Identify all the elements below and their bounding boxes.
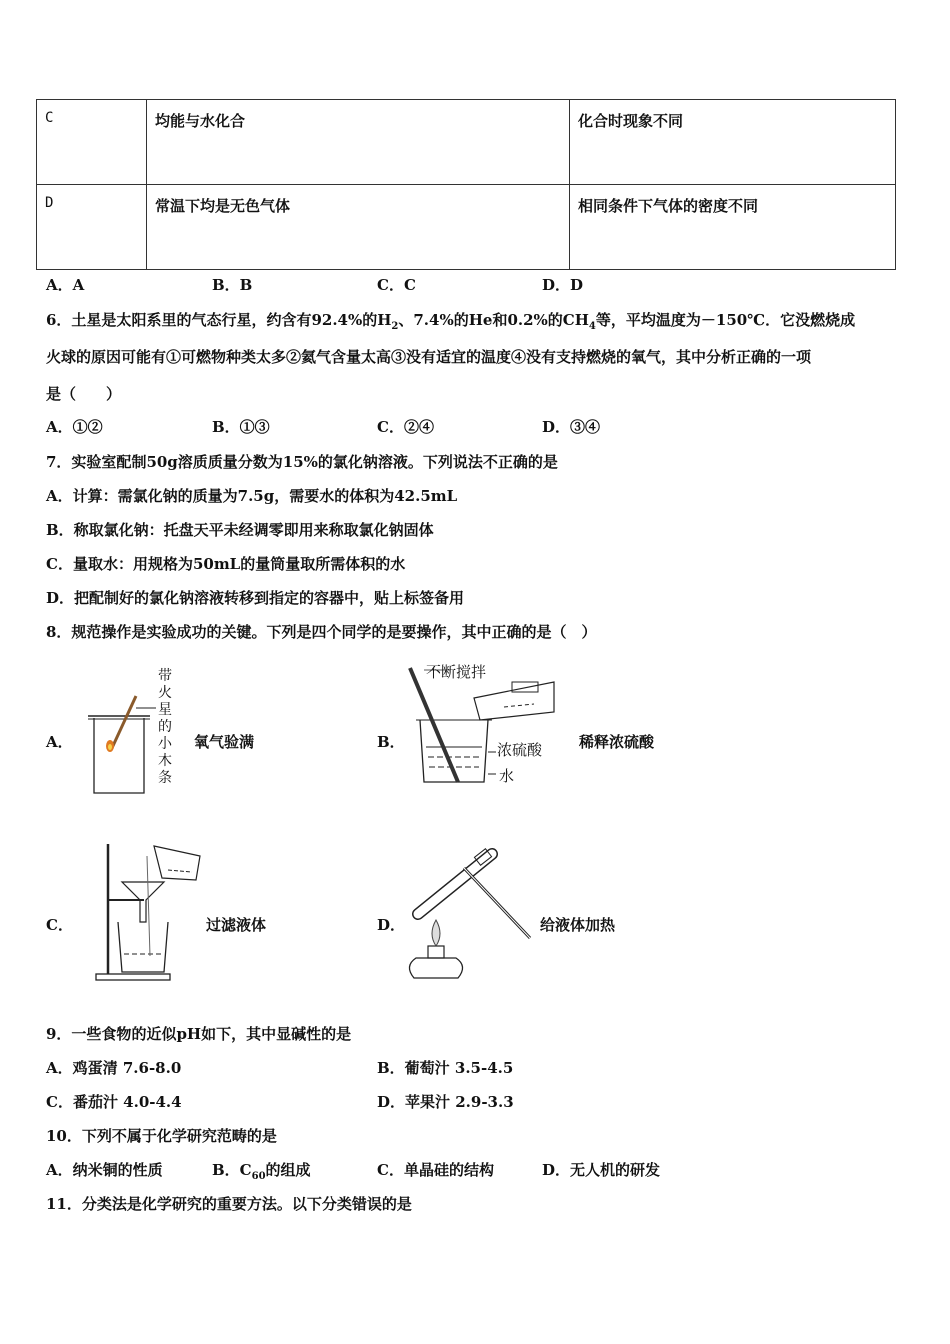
q6-stem-line3: 是（ ）	[46, 385, 122, 403]
q8-option-c-letter: C．	[46, 916, 73, 934]
q10-stem: 10．下列不属于化学研究范畴的是	[46, 1127, 277, 1145]
oxygen-test-figure	[88, 668, 188, 798]
q6-option-c: C．②④	[377, 418, 434, 436]
table-cell-reason: 化合时现象不同	[570, 100, 896, 185]
q10-option-c: C．单晶硅的结构	[377, 1161, 494, 1179]
q7-option-c: C．量取水：用规格为50mL的量筒量取所需体积的水	[46, 555, 406, 573]
q8-option-c-caption: 过滤液体	[206, 916, 267, 934]
q9-option-d: D．苹果汁 2.9-3.3	[377, 1093, 514, 1111]
q7-option-d: D．把配制好的氯化钠溶液转移到指定的容器中，贴上标签备用	[46, 589, 465, 607]
filtration-figure	[92, 836, 204, 984]
heating-figure	[400, 846, 540, 986]
q9-stem: 9．一些食物的近似pH如下，其中显碱性的是	[46, 1025, 352, 1043]
q6-option-a: A．①②	[46, 418, 103, 436]
q9-option-b: B．葡萄汁 3.5-4.5	[377, 1059, 514, 1077]
q9-option-a: A．鸡蛋清 7.6-8.0	[46, 1059, 182, 1077]
q9-option-c: C．番茄汁 4.0-4.4	[46, 1093, 182, 1111]
q6-option-b: B．①③	[212, 418, 270, 436]
table-cell-key: D	[37, 185, 147, 270]
q5-option-b: B．B	[212, 276, 253, 294]
q10-option-a: A．纳米铜的性质	[46, 1161, 163, 1179]
q8-option-d-caption: 给液体加热	[540, 916, 616, 934]
table-row	[37, 185, 896, 270]
table-cell-fact: 均能与水化合	[147, 100, 570, 185]
q7-option-a: A．计算：需氯化钠的质量为7.5g，需要水的体积为42.5mL	[46, 487, 458, 505]
table-cell-reason: 相同条件下气体的密度不同	[570, 185, 896, 270]
q8-option-a-caption: 氧气验满	[194, 733, 255, 751]
table-cell-fact: 常温下均是无色气体	[147, 185, 570, 270]
wood-splint-label: 带 火 星 的 小 木 条	[158, 668, 172, 786]
q10-option-b: B．$C_{60}$的组成	[212, 1161, 311, 1182]
water-label: 水	[499, 767, 515, 785]
q6-stem-line1: 6．土星是太阳系里的气态行星，约含有92.4%的$H_2$、7.4%的He和0.2%的$CH_4$等，平均温度为－150℃．它没燃烧成	[46, 311, 856, 332]
q8-option-b-letter: B．	[377, 733, 405, 751]
concentrated-acid-label: 浓硫酸	[497, 741, 543, 759]
table-cell-key: C	[37, 100, 147, 185]
q5-option-d: D．D	[542, 276, 584, 294]
q5-option-a: A．A	[46, 276, 85, 294]
q11-stem: 11．分类法是化学研究的重要方法。以下分类错误的是	[46, 1195, 412, 1213]
q8-stem: 8．规范操作是实验成功的关键。下列是四个同学的是要操作，其中正确的是（ ）	[46, 623, 597, 641]
q10-option-d: D．无人机的研发	[542, 1161, 661, 1179]
q8-option-b-caption: 稀释浓硫酸	[579, 733, 655, 751]
q8-option-d-letter: D．	[377, 916, 406, 934]
q8-option-a-letter: A．	[46, 733, 73, 751]
comparison-table	[36, 99, 896, 270]
q7-stem: 7．实验室配制50g溶质质量分数为15%的氯化钠溶液。下列说法不正确的是	[46, 453, 558, 471]
q7-option-b: B．称取氯化钠：托盘天平未经调零即用来称取氯化钠固体	[46, 521, 434, 539]
table-row	[37, 100, 896, 185]
stir-label: 不断搅拌	[426, 663, 487, 681]
q6-option-d: D．③④	[542, 418, 601, 436]
q5-option-c: C．C	[377, 276, 416, 294]
q6-stem-line2: 火球的原因可能有①可燃物种类太多②氦气含量太高③没有适宜的温度④没有支持燃烧的氧气，其中分析正确的一项	[46, 348, 812, 366]
